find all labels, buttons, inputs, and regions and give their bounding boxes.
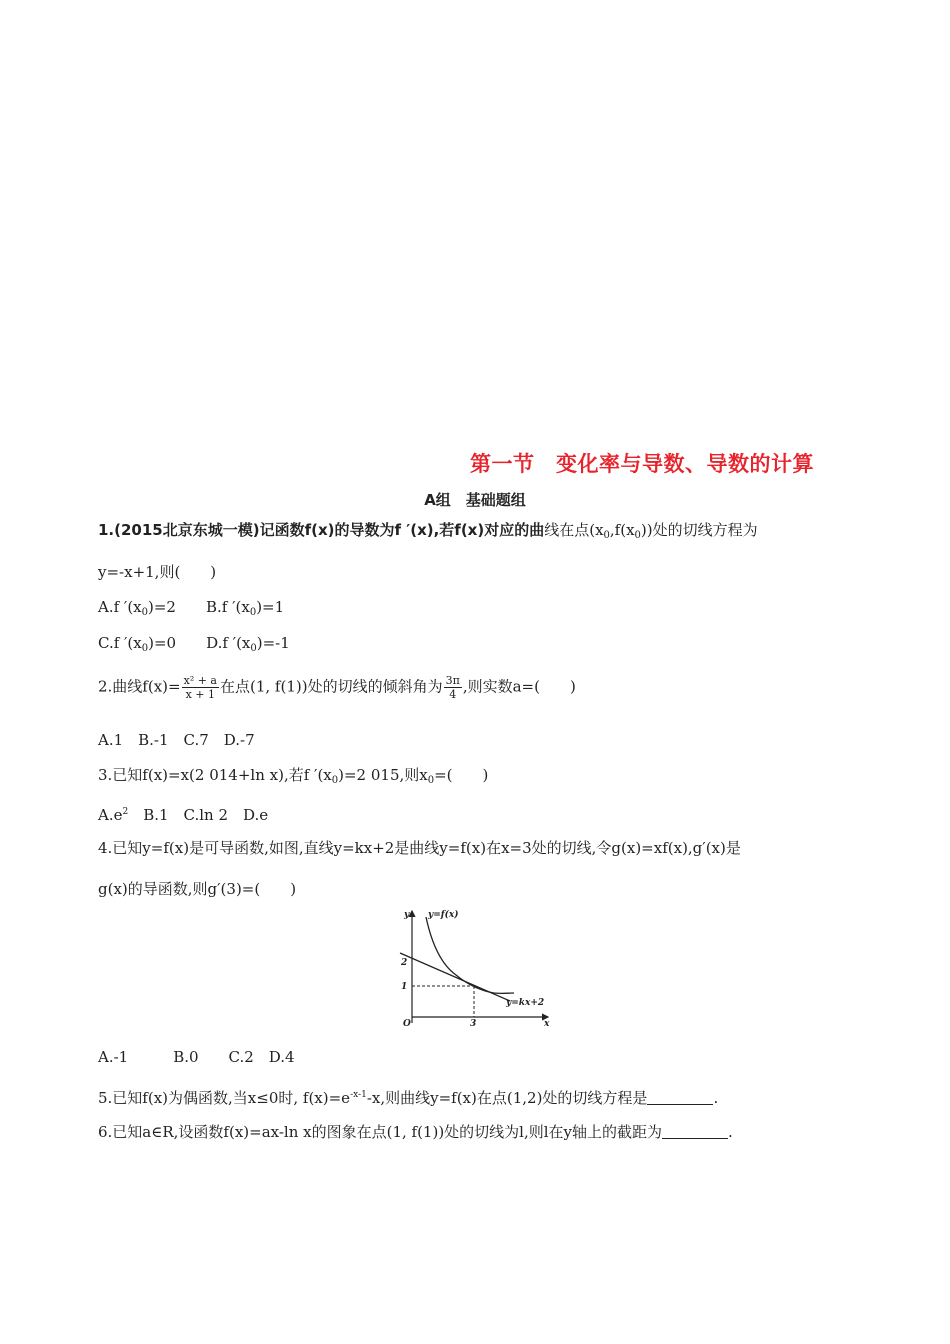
line-label: y=kx+2 — [506, 998, 545, 1008]
answer-blank-6[interactable] — [662, 1123, 728, 1139]
fraction-fx: $\frac{\text{x² + a}}{x + 1}$ — [183, 674, 217, 701]
tangent-line — [400, 953, 510, 1001]
question-2-line-1: 2.曲线f(x)= $\frac{\text{x² + a}}{x + 1}$ 在点(1, f(1))处的切线的倾斜角为 $\frac{3\pi}{4}$ ,则实数a=( ) — [98, 674, 576, 701]
curve-fx — [426, 917, 514, 993]
fraction-angle: $\frac{3\pi}{4}$ — [445, 674, 460, 701]
question-2-options: A.1 B.-1 C.7 D.-7 — [98, 731, 255, 749]
question-4-line-1: 4.已知y=f(x)是可导函数,如图,直线y=kx+2是曲线y=f(x)在x=3处的切线,令g(x)=xf(x),g′(x)是 — [98, 839, 741, 857]
question-6: 6.已知a∈R,设函数f(x)=ax-ln x的图象在点(1, f(1))处的切线为l,则l在y轴上的截距为 . — [98, 1123, 733, 1141]
y-axis-label: y — [404, 910, 410, 920]
question-1-options-ab: A.f $'(x_0)=2$ B.f $'(x_0)=1$ — [98, 598, 285, 618]
question-4-options: A.-1 B.0 C.2 D.4 — [98, 1048, 295, 1066]
origin-label: O — [403, 1019, 411, 1027]
question-1-line-2: y=-x+1,则( ) — [98, 563, 217, 581]
curve-label: y=f(x) — [428, 910, 459, 920]
section-title: 第一节 变化率与导数、导数的计算 — [470, 452, 814, 476]
x-axis-label: x — [544, 1019, 550, 1027]
group-heading: A组 基础题组 — [424, 491, 526, 509]
question-4-line-2: g(x)的导函数,则g′(3)=( ) — [98, 880, 297, 898]
question-3-line-1: 3.已知f(x)=x(2 014+ln x),若f $'(x_0)=2$ 015,则$x_0=$( ) — [98, 766, 489, 786]
question-1-options-cd: C.f $'(x_0)=0$ D.f $'(x_0)=-1$ — [98, 634, 290, 654]
question-5: 5.已知f(x)为偶函数,当x≤0时, $f(x)=e^{-x-1}-x$,则曲线y=f(x)在点(1,2)处的切线方程是 . — [98, 1089, 719, 1107]
answer-blank-5[interactable] — [647, 1089, 713, 1105]
tick-x-3: 3 — [470, 1019, 477, 1027]
question-1-line-1: 1.(2015北京东城一模)记函数f(x)的导数为f ′(x),若f(x)对应的曲线在点$(x_0,f(x_0))$处的切线方程为 — [98, 521, 758, 541]
tick-y-2: 2 — [401, 958, 408, 968]
tick-y-1: 1 — [401, 982, 408, 992]
tangent-figure — [398, 905, 554, 1027]
question-3-options: $A.e^2$ B.1 C.ln 2 D.e — [98, 806, 269, 824]
